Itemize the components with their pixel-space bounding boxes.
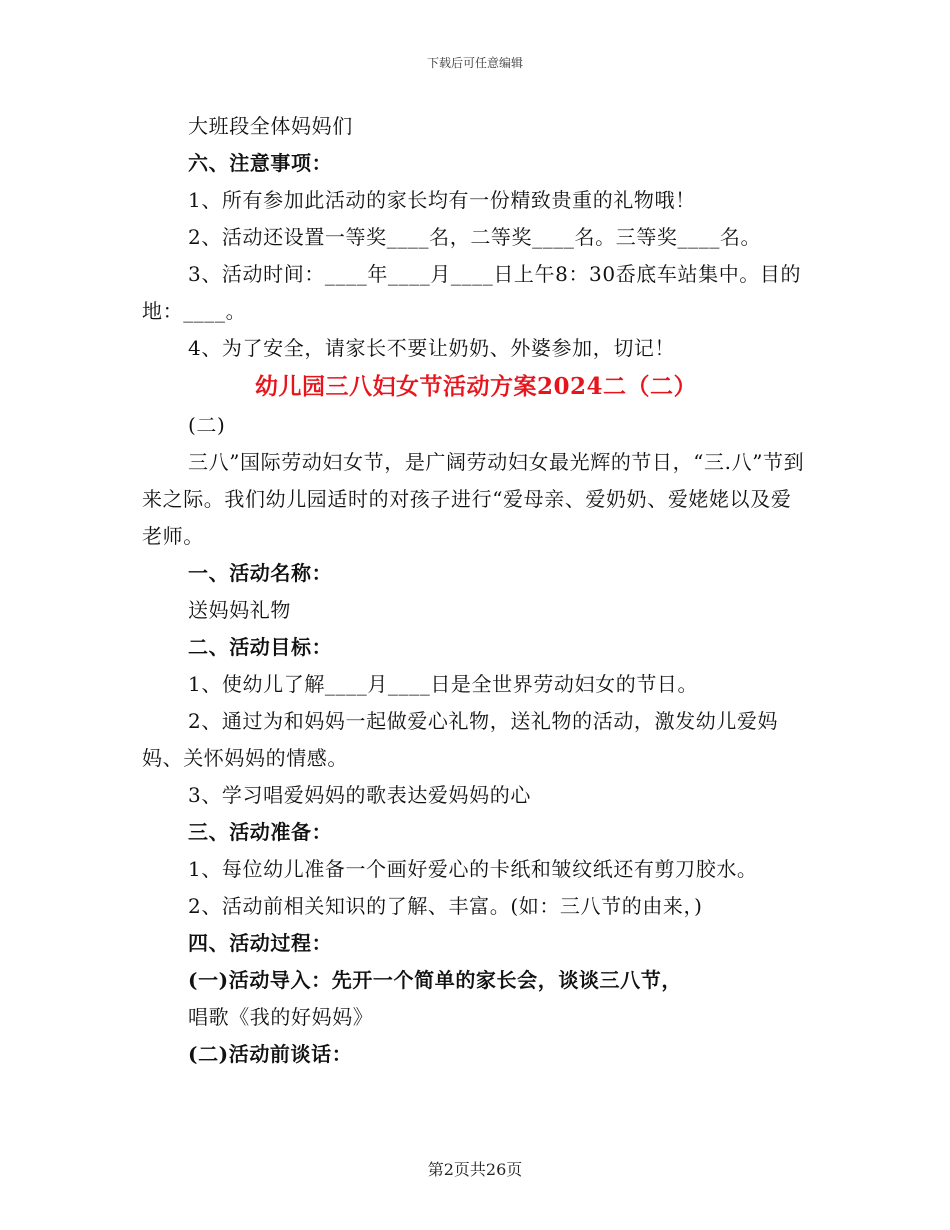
paragraph: 3、学习唱爱妈妈的歌表达爱妈妈的心	[188, 783, 531, 807]
paragraph: 3、活动时间：____年____月____日上午8：30岙底车站集中。目的地：____。	[142, 262, 802, 323]
paragraph: 1、使幼儿了解____月____日是全世界劳动妇女的节日。	[188, 672, 699, 696]
paragraph: 唱歌《我的好妈妈》	[188, 1005, 374, 1029]
section-heading: (一)活动导入：先开一个简单的家长会，谈谈三八节，	[188, 968, 682, 992]
section-heading: 六、注意事项：	[188, 151, 333, 175]
paragraph: 大班段全体妈妈们	[188, 114, 353, 138]
page-header: 下载后可任意编辑	[426, 56, 523, 70]
paragraph: 送妈妈礼物	[188, 598, 291, 622]
section-heading: 四、活动过程：	[188, 931, 333, 955]
paragraph: 1、所有参加此活动的家长均有一份精致贵重的礼物哦！	[188, 188, 696, 212]
paragraph: 三八”国际劳动妇女节，是广阔劳动妇女最光辉的节日，“三.八”节到来之际。我们幼儿园适时的对孩子进行“爱母亲、爱奶奶、爱姥姥以及爱老师。	[142, 450, 805, 548]
document-body	[142, 108, 810, 1073]
paragraph: (二)	[188, 413, 226, 437]
paragraph: 2、通过为和妈妈一起做爱心礼物，送礼物的活动，激发幼儿爱妈妈、关怀妈妈的情感。	[142, 709, 779, 770]
document-title: 幼儿园三八妇女节活动方案2024二（二）	[254, 373, 697, 400]
paragraph: 2、活动还设置一等奖____名，二等奖____名。三等奖____名。	[188, 225, 762, 249]
paragraph: 1、每位幼儿准备一个画好爱心的卡纸和皱纹纸还有剪刀胶水。	[188, 857, 758, 881]
section-heading: 三、活动准备：	[188, 820, 333, 844]
paragraph: 2、活动前相关知识的了解、丰富。(如：三八节的由来，)	[188, 894, 703, 918]
section-heading: 一、活动名称：	[188, 561, 333, 585]
paragraph: 4、为了安全，请家长不要让奶奶、外婆参加，切记！	[188, 336, 676, 360]
section-heading: 二、活动目标：	[188, 635, 333, 659]
page-footer: 第2页共26页	[427, 1160, 523, 1179]
section-heading: (二)活动前谈话：	[188, 1042, 353, 1066]
